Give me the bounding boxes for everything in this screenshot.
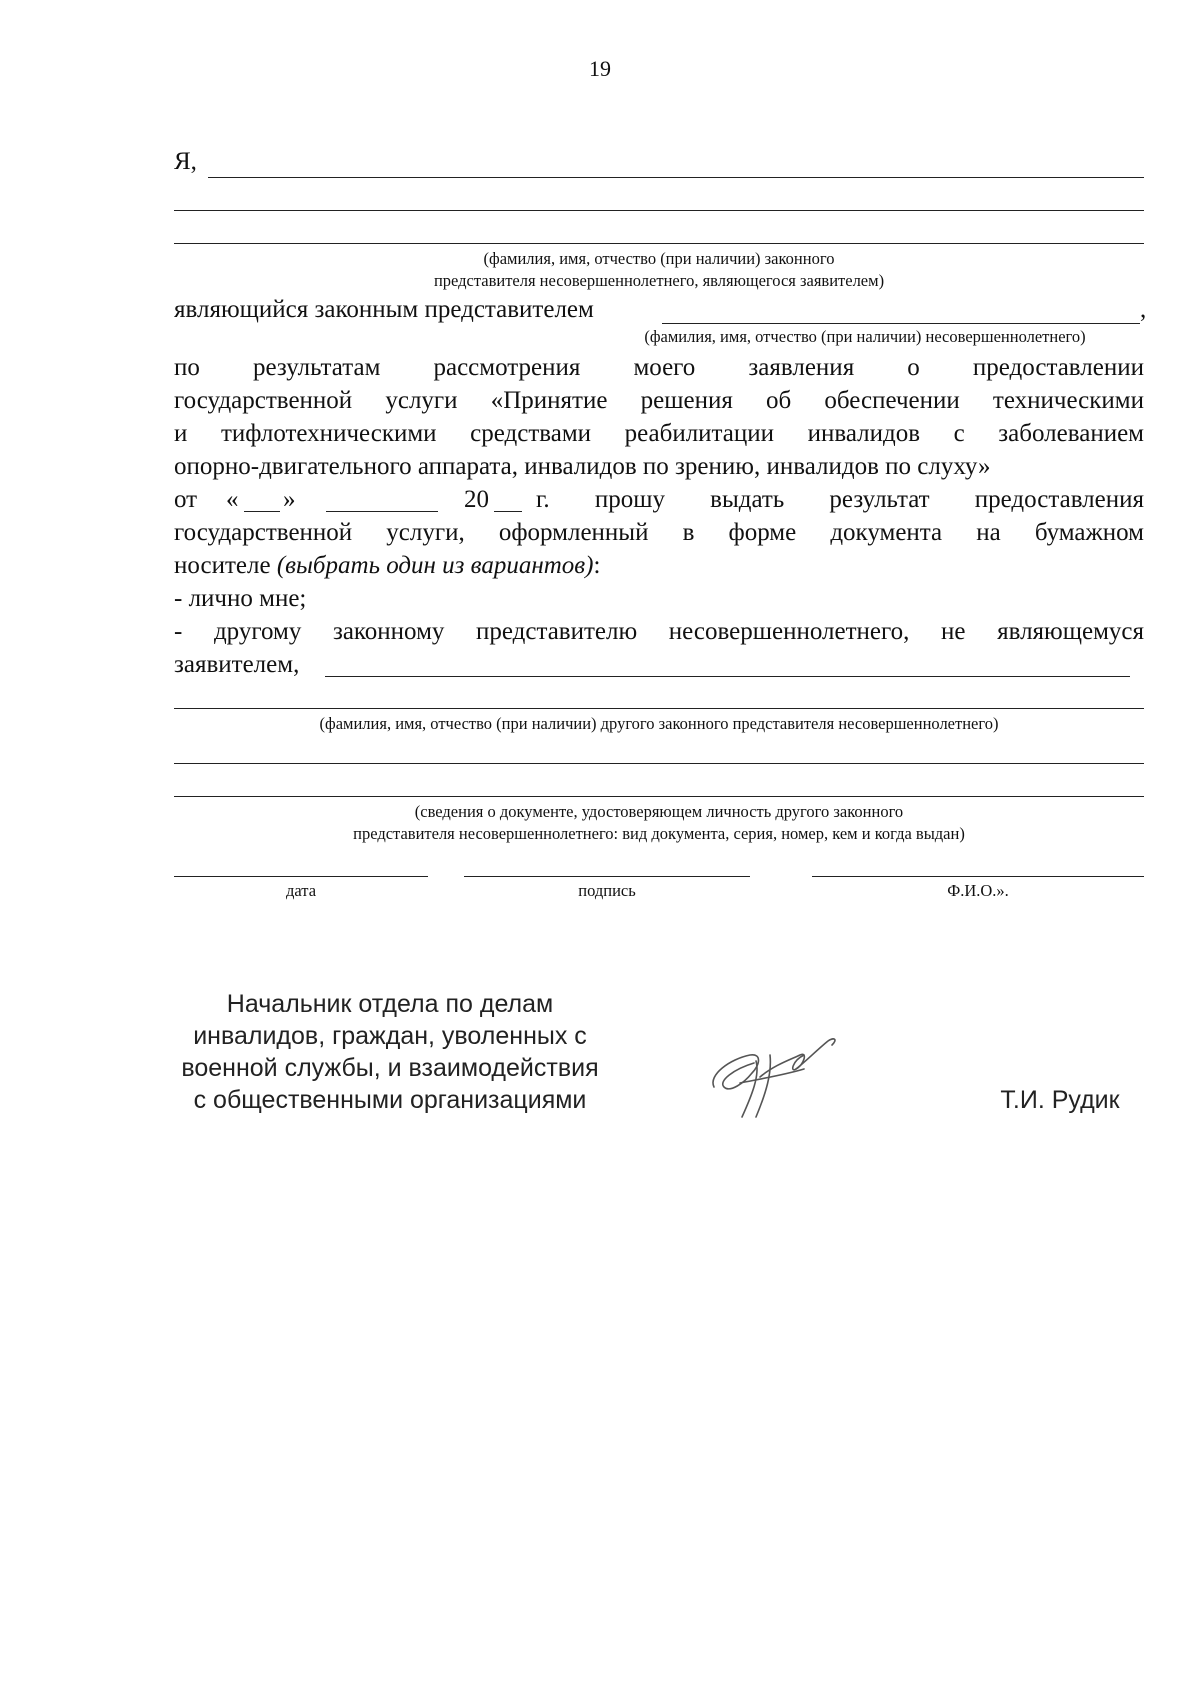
para-line-7 (174, 550, 600, 582)
para-line-2: государственной услуги «Принятие решения об обеспечении техническими (174, 387, 1144, 414)
caption-doc-2: представителя несовершеннолетнего: вид документа, серия, номер, кем и когда выдан) (353, 824, 965, 843)
date-open-quote: « (226, 486, 239, 513)
fio-sign-line[interactable] (812, 876, 1144, 877)
caption-minor: (фамилия, имя, отчество (при наличии) несовершеннолетнего) (644, 327, 1086, 346)
para-line-3: и тифлотехническими средствами реабилитации инвалидов с заболеванием (174, 420, 1144, 447)
para-line-4: опорно-двигательного аппарата, инвалидов по зрению, инвалидов по слуху» (174, 453, 991, 480)
fio-line-3[interactable] (174, 243, 1144, 244)
date-rest-text: г. прошу выдать результат предоставления (536, 486, 1144, 513)
signer-title-line-3: военной службы, и взаимодействия (181, 1054, 599, 1082)
being-rep-label: являющийся законным представителем (174, 296, 594, 323)
doc-line-1[interactable] (174, 763, 1144, 764)
page-number: 19 (589, 56, 611, 81)
handwritten-signature-icon (700, 1025, 860, 1125)
date-year-prefix: 20 (464, 486, 489, 513)
date-year-field[interactable] (494, 511, 522, 512)
date-month-field[interactable] (326, 511, 438, 512)
date-close-quote: » (283, 486, 296, 513)
caption-other-rep: (фамилия, имя, отчество (при наличии) другого законного представителя несовершеннолетнего) (319, 714, 999, 733)
fio-line-2[interactable] (174, 210, 1144, 211)
label-fio: Ф.И.О.». (947, 881, 1009, 900)
other-rep-line-1[interactable] (325, 676, 1130, 677)
label-date: дата (285, 881, 317, 900)
other-rep-line-2[interactable] (174, 708, 1144, 709)
signer-title-line-2: инвалидов, граждан, уволенных с (193, 1022, 587, 1050)
date-from: от (174, 486, 198, 513)
minor-name-line[interactable] (662, 323, 1140, 324)
date-day-field[interactable] (244, 511, 280, 512)
option-other-rep-line-2: заявителем, (174, 651, 300, 678)
para-line-6: государственной услуги, оформленный в форме документа на бумажном (174, 519, 1144, 546)
option-personally: - лично мне; (174, 585, 307, 612)
para-line-7-italic: (выбрать один из вариантов) (276, 552, 594, 579)
option-other-rep-line-1: - другому законному представителю несовершеннолетнего, не являющемуся (174, 618, 1144, 645)
doc-line-2[interactable] (174, 796, 1144, 797)
signer-title-line-4: с общественными организациями (193, 1086, 587, 1114)
date-sign-line[interactable] (174, 876, 428, 877)
fio-line-1[interactable] (208, 177, 1144, 178)
para-line-1: по результатам рассмотрения моего заявления о предоставлении (174, 354, 1144, 381)
caption-doc-1: (сведения о документе, удостоверяющем личность другого законного (414, 802, 904, 821)
label-signature: подпись (578, 881, 636, 900)
signer-title-line-1: Начальник отдела по делам (226, 990, 554, 1018)
caption-legal-rep-2: представителя несовершеннолетнего, являющегося заявителем) (433, 271, 885, 290)
para-line-7-plain: носителе (174, 552, 277, 579)
para-line-7-colon: : (593, 552, 601, 579)
signer-title (170, 988, 610, 1116)
caption-legal-rep-1: (фамилия, имя, отчество (при наличии) законного (483, 249, 835, 268)
signature-line[interactable] (464, 876, 750, 877)
signer-name: Т.И. Рудик (1000, 1086, 1120, 1114)
ya-label: Я, (174, 148, 197, 175)
comma: , (1140, 296, 1147, 323)
